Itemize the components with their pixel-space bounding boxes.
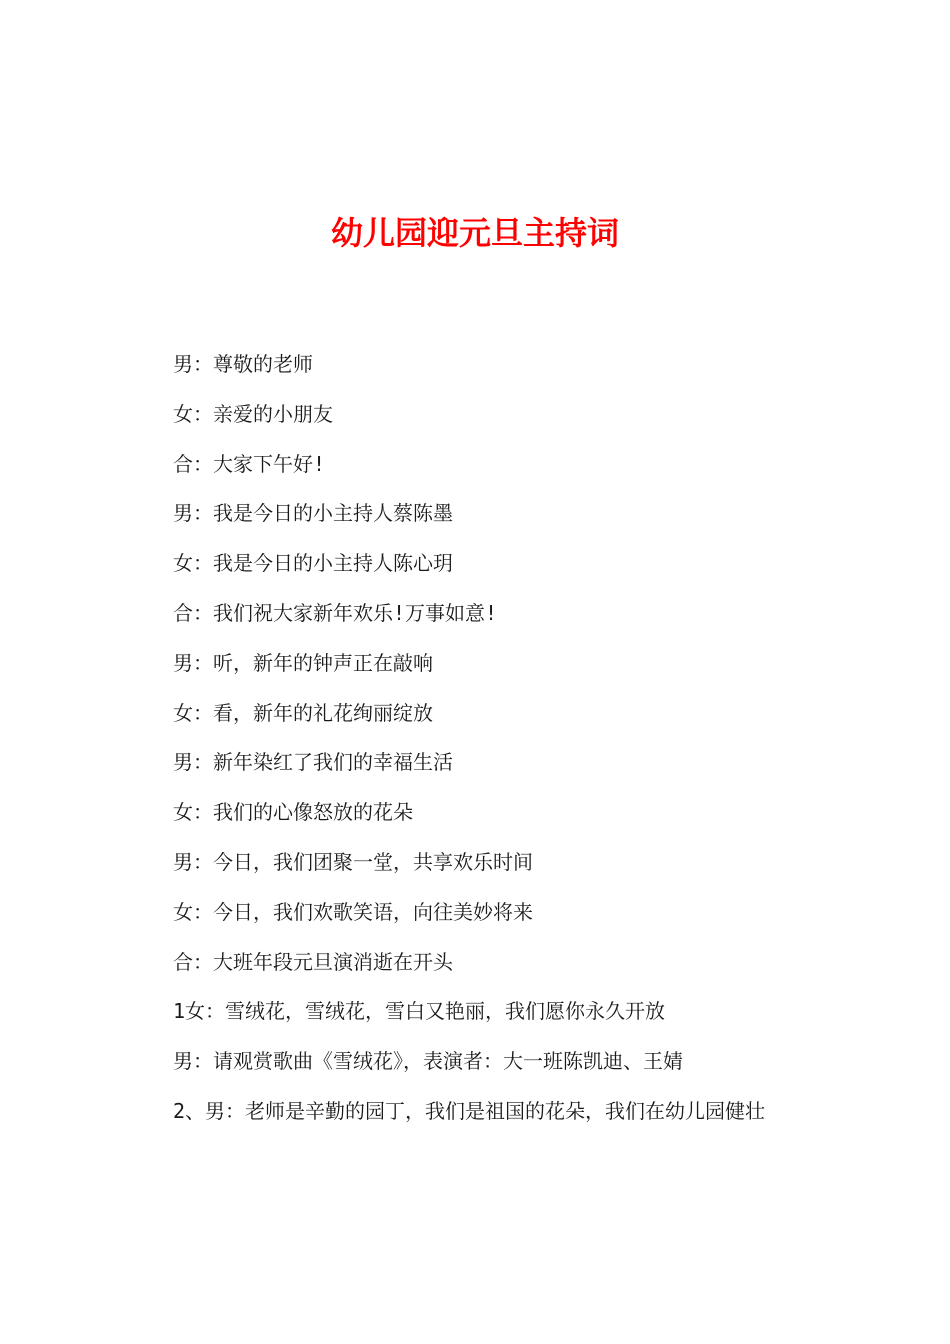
script-line: 女：今日，我们欢歌笑语，向往美妙将来 (173, 899, 533, 924)
script-line: 男：今日，我们团聚一堂，共享欢乐时间 (173, 849, 533, 874)
script-line: 女：看，新年的礼花绚丽绽放 (173, 700, 433, 725)
script-line: 男：听，新年的钟声正在敲响 (173, 650, 433, 675)
script-line: 女：我是今日的小主持人陈心玥 (173, 551, 453, 576)
script-line: 合：大家下午好! (173, 451, 326, 476)
script-line: 男：尊敬的老师 (173, 352, 313, 376)
script-lines (173, 347, 893, 1144)
script-line: 男：我是今日的小主持人蔡陈墨 (173, 501, 453, 526)
script-line: 男：请观赏歌曲《雪绒花》，表演者：大一班陈凯迪、王婧 (173, 1049, 683, 1074)
script-line: 1女：雪绒花，雪绒花，雪白又艳丽，我们愿你永久开放 (173, 999, 666, 1024)
script-line: 男：新年染红了我们的幸福生活 (173, 750, 453, 775)
script-line: 2、男：老师是辛勤的园丁，我们是祖国的花朵，我们在幼儿园健壮 (173, 1098, 766, 1123)
script-line: 女：亲爱的小朋友 (173, 401, 333, 426)
script-line: 合：我们祝大家新年欢乐!万事如意! (173, 600, 498, 625)
script-line: 女：我们的心像怒放的花朵 (173, 800, 413, 825)
script-line: 合：大班年段元旦演消逝在开头 (173, 949, 453, 974)
document-title: 幼儿园迎元旦主持词 (330, 214, 619, 252)
